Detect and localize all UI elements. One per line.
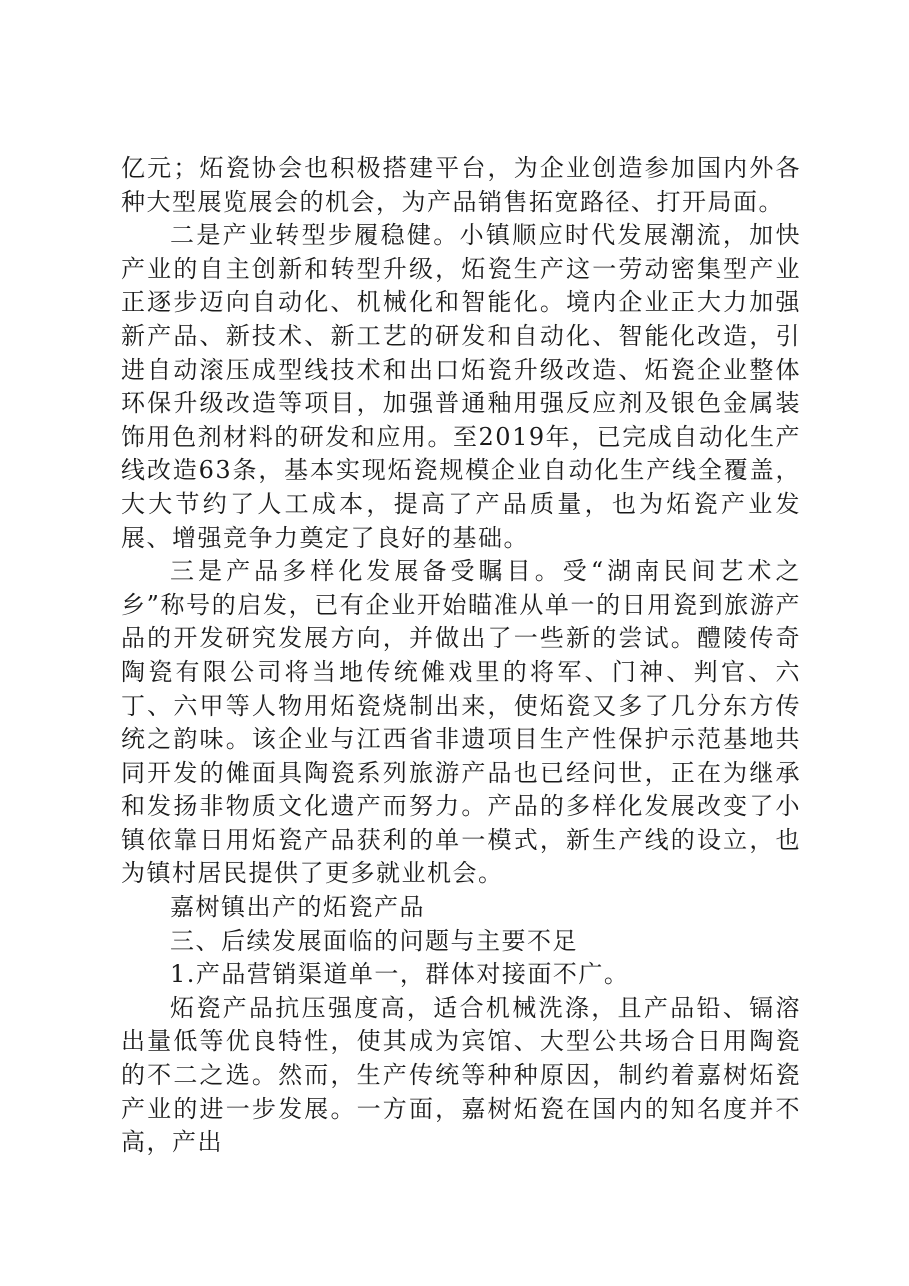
paragraph-continuation: 亿元；炻瓷协会也积极搭建平台，为企业创造参加国内外各种大型展览展会的机会，为产品销售拓宽路径、打开局面。	[121, 154, 801, 216]
paragraph-product-diversification: 三是产品多样化发展备受瞩目。受“湖南民间艺术之乡”称号的启发，已有企业开始瞄准从单一的日用瓷到旅游产品的开发研究发展方向，并做出了一些新的尝试。醴陵传奇陶瓷有限公司将当地传统傩戏里的将军、门神、判官、六丁、六甲等人物用炻瓷烧制出来，使炻瓷又多了几分东方传统之韵味。该企业与江西省非遗项目生产性保护示范基地共同开发的傩面具陶瓷系列旅游产品也已经问世，正在为继承和发扬非物质文化遗产而努力。产品的多样化发展改变了小镇依靠日用炻瓷产品获利的单一模式，新生产线的设立，也为镇村居民提供了更多就业机会。	[121, 557, 801, 888]
image-caption: 嘉树镇出产的炻瓷产品	[170, 893, 425, 922]
subsection-heading: 1.产品营销渠道单一，群体对接面不广。	[170, 960, 630, 989]
paragraph-marketing: 炻瓷产品抗压强度高，适合机械洗涤，且产品铅、镉溶出量低等优良特性，使其成为宾馆、大型公共场合日用陶瓷的不二之选。然而，生产传统等种种原因，制约着嘉树炻瓷产业的进一步发展。一方面，嘉树炻瓷在国内的知名度并不高，产出	[121, 993, 801, 1157]
document-body	[121, 152, 801, 1160]
section-heading: 三、后续发展面临的问题与主要不足	[170, 926, 578, 955]
paragraph-industry-transformation: 二是产业转型步履稳健。小镇顺应时代发展潮流，加快产业的自主创新和转型升级，炻瓷生产这一劳动密集型产业正逐步迈向自动化、机械化和智能化。境内企业正大力加强新产品、新技术、新工艺的研发和自动化、智能化改造，引进自动滚压成型线技术和出口炻瓷升级改造、炻瓷企业整体环保升级改造等项目，加强普通釉用强反应剂及银色金属装饰用色剂材料的研发和应用。至2019年，已完成自动化生产线改造63条，基本实现炻瓷规模企业自动化生产线全覆盖，大大节约了人工成本，提高了产品质量，也为炻瓷产业发展、增强竞争力奠定了良好的基础。	[121, 221, 801, 552]
